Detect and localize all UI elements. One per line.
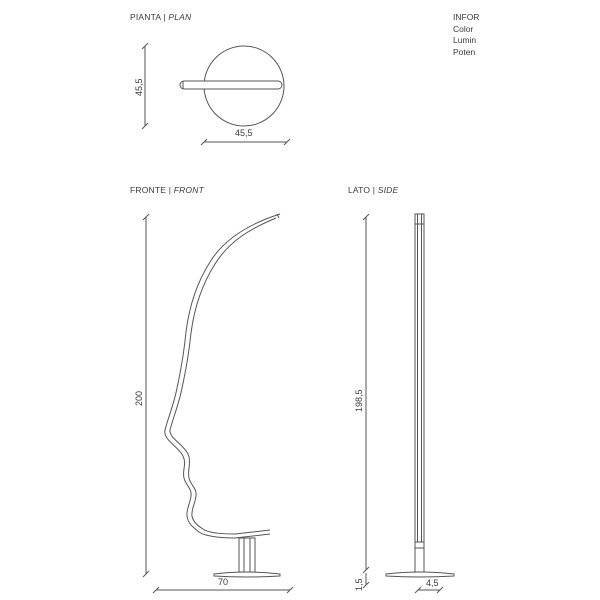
plan-lamp-bar — [180, 81, 282, 89]
plan-width-dim: 45,5 — [235, 128, 253, 138]
front-height-dim: 200 — [134, 390, 144, 406]
info-line-color: Color — [453, 23, 474, 34]
info-title: INFOR — [453, 12, 480, 22]
side-base-height-dim: 1,5 — [354, 578, 364, 591]
front-label-it: FRONTE — [130, 185, 167, 195]
side-lamp-body — [415, 214, 424, 542]
side-label-it: LATO — [348, 185, 371, 195]
front-section-label: FRONTE | FRONT — [130, 185, 204, 195]
plan-label-en: PLAN — [168, 12, 192, 22]
front-face-profile-outer — [165, 214, 280, 538]
info-line-lumin: Lumin — [453, 35, 477, 45]
plan-section-label: PIANTA | PLAN — [130, 12, 192, 22]
side-width-dim: 4,5 — [426, 578, 439, 588]
plan-view — [142, 43, 290, 145]
plan-height-dim: 45,5 — [134, 78, 144, 96]
side-label-en: SIDE — [377, 185, 399, 195]
side-section-label: LATO | SIDE — [348, 185, 399, 195]
info-line-power: Poten — [453, 46, 476, 57]
front-stand-left — [239, 538, 255, 572]
plan-label-it: PIANTA — [130, 12, 161, 22]
front-view — [143, 214, 293, 593]
side-height-dim: 198,5 — [354, 389, 364, 412]
front-label-en: FRONT — [173, 185, 204, 195]
front-width-dim: 70 — [218, 577, 229, 587]
side-view — [363, 214, 454, 593]
front-face-profile-inner — [170, 218, 276, 534]
side-base-plate — [386, 572, 454, 577]
side-stand — [415, 542, 424, 572]
